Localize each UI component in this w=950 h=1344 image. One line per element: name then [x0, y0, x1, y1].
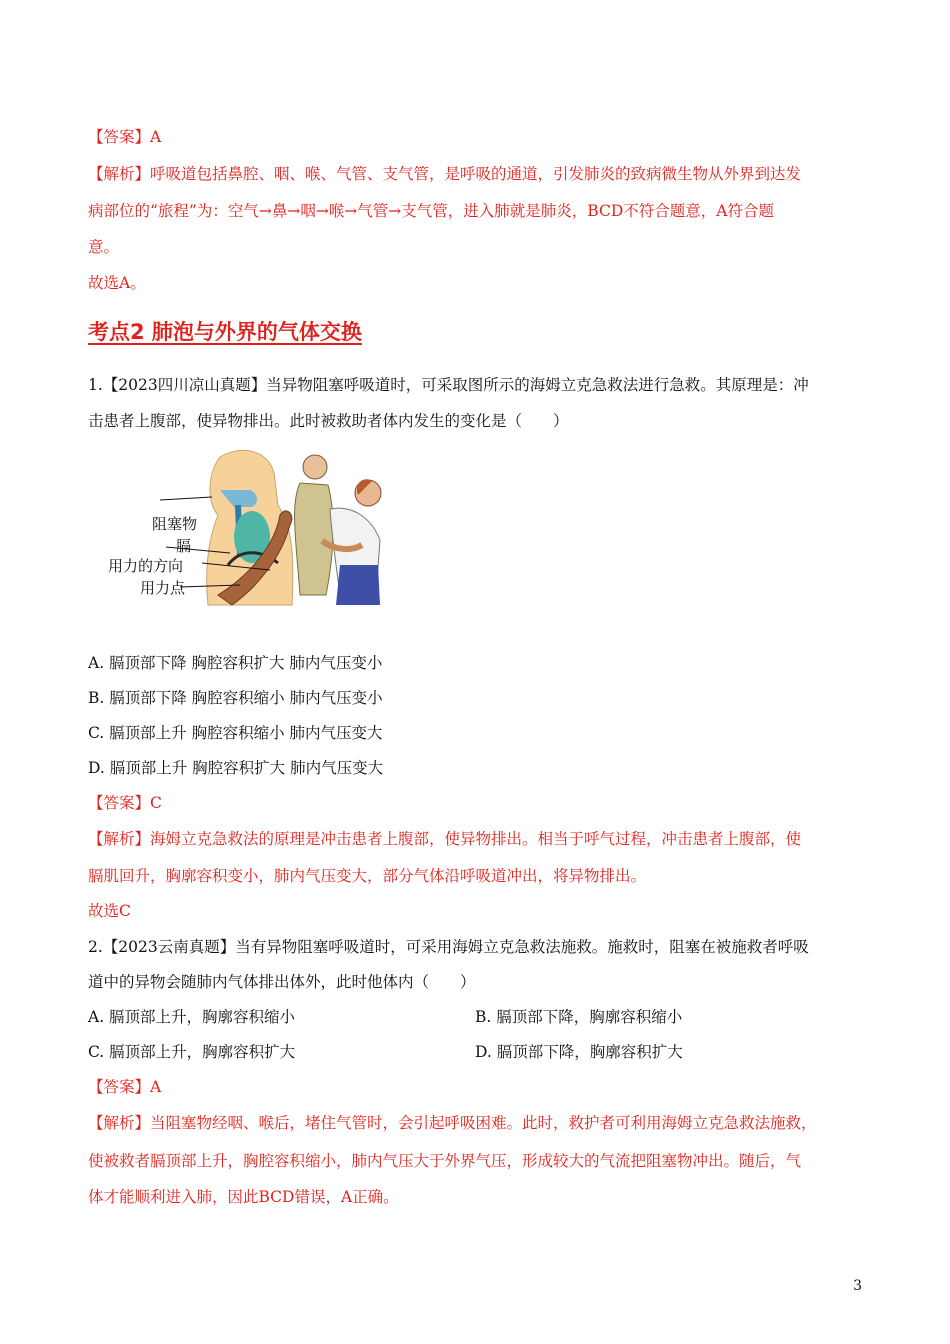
option-a: A. 膈顶部上升，胸廓容积缩小 [88, 1008, 296, 1026]
analysis-text: 使被救者膈顶部上升，胸腔容积缩小，肺内气压大于外界气压，形成较大的气流把阻塞物冲出。随后，气 [88, 1152, 802, 1170]
option-d: D. 膈顶部上升 胸腔容积扩大 肺内气压变大 [88, 759, 384, 777]
option-b: B. 膈顶部下降，胸廓容积缩小 [475, 1008, 683, 1026]
option-c: C. 膈顶部上升，胸廓容积扩大 [88, 1043, 296, 1061]
figure-label-obstruction: 阻塞物 [152, 515, 198, 533]
analysis-text: 意。 [88, 238, 120, 256]
question-stem: 击患者上腹部，使异物排出。此时被救助者体内发生的变化是（ ） [88, 412, 569, 430]
option-c: C. 膈顶部上升 胸腔容积缩小 肺内气压变大 [88, 724, 383, 742]
answer-label: 【答案】A [88, 1078, 162, 1096]
analysis-text: 【解析】海姆立克急救法的原理是冲击患者上腹部，使异物排出。相当于呼气过程，冲击患者上腹部，使 [88, 830, 802, 848]
figure-label-force-point: 用力点 [140, 579, 186, 597]
analysis-text: 膈肌回升，胸廓容积变小，肺内气压变大，部分气体沿呼吸道冲出，将异物排出。 [88, 867, 647, 885]
conclusion-text: 故选A。 [88, 274, 146, 292]
figure-label-diaphragm: 膈 [176, 537, 192, 555]
figure-label-force-direction: 用力的方向 [108, 557, 184, 575]
analysis-text: 【解析】呼吸道包括鼻腔、咽、喉、气管、支气管，是呼吸的通道，引发肺炎的致病微生物从外界到达发 [88, 165, 802, 183]
option-d: D. 膈顶部下降，胸廓容积扩大 [475, 1043, 683, 1061]
analysis-text: 体才能顺利进入肺，因此BCD错误，A正确。 [88, 1188, 399, 1206]
option-b: B. 膈顶部下降 胸腔容积缩小 肺内气压变小 [88, 689, 383, 707]
answer-label: 【答案】C [88, 794, 162, 812]
answer-label: 【答案】A [88, 128, 162, 146]
option-a: A. 膈顶部下降 胸腔容积扩大 肺内气压变小 [88, 654, 383, 672]
question-stem: 1.【2023四川凉山真题】当异物阻塞呼吸道时，可采取图所示的海姆立克急救法进行急救。其原理是：冲 [88, 376, 809, 394]
conclusion-text: 故选C [88, 902, 131, 920]
analysis-text: 病部位的“旅程”为：空气→鼻→咽→喉→气管→支气管，进入肺就是肺炎，BCD不符合题意，A符合题 [88, 202, 774, 220]
analysis-text: 【解析】当阻塞物经咽、喉后，堵住气管时，会引起呼吸困难。此时，救护者可利用海姆立克急救法施救， [88, 1114, 817, 1132]
page-number: 3 [853, 1278, 862, 1294]
heimlich-figure [100, 445, 400, 610]
section-heading: 考点2 肺泡与外界的气体交换 [88, 320, 362, 344]
question-stem: 道中的异物会随肺内气体排出体外，此时他体内（ ） [88, 973, 476, 991]
question-stem: 2.【2023云南真题】当有异物阻塞呼吸道时，可采用海姆立克急救法施救。施救时，阻塞在被施救者呼吸 [88, 938, 809, 956]
